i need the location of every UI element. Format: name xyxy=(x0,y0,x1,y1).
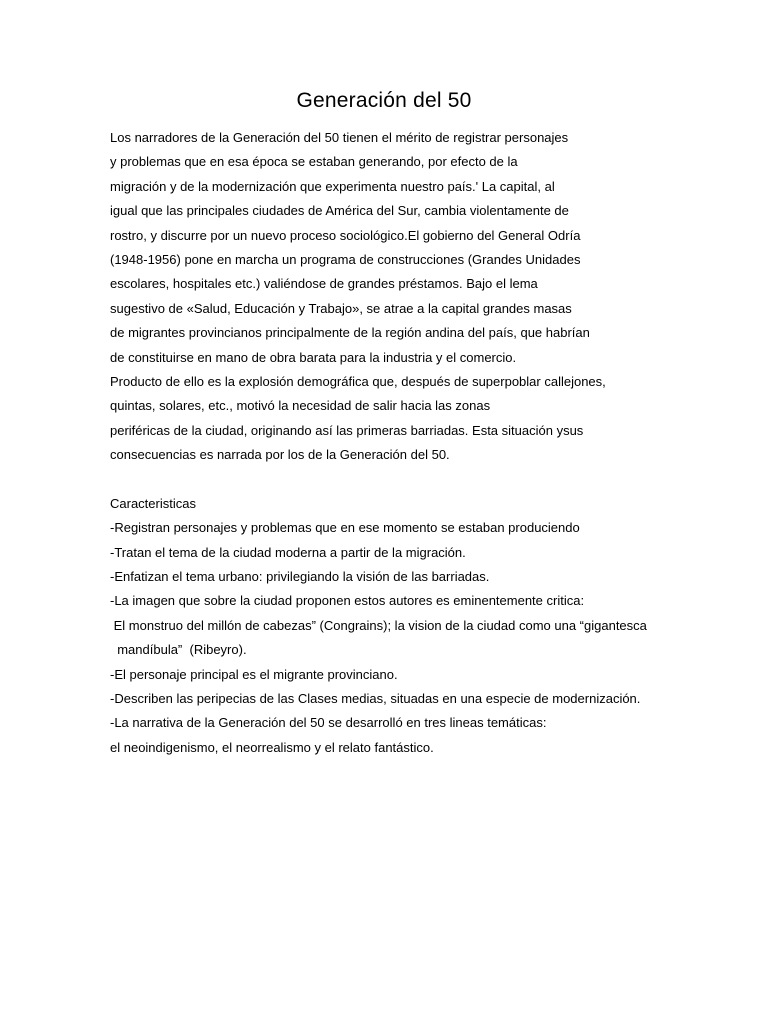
intro-line: (1948-1956) pone en marcha un programa de construcciones (Grandes Unidades xyxy=(110,251,581,267)
intro-line: migración y de la modernización que experimenta nuestro país.' La capital, al xyxy=(110,178,555,194)
characteristic-item: -Describen las peripecias de las Clases medias, situadas en una especie de modernización. xyxy=(110,690,641,706)
intro-line: Los narradores de la Generación del 50 tienen el mérito de registrar personajes xyxy=(110,130,569,145)
intro-line: escolares, hospitales etc.) valiéndose de grandes préstamos. Bajo el lema xyxy=(110,276,538,292)
characteristic-item: El monstruo del millón de cabezas” (Congrains); la vision de la ciudad como una “gigantesca xyxy=(110,617,647,633)
characteristics-heading: Caracteristicas xyxy=(110,495,196,511)
document-body xyxy=(110,126,760,760)
intro-line: rostro, y discurre por un nuevo proceso sociológico.El gobierno del General Odría xyxy=(110,227,581,243)
characteristic-item: -La imagen que sobre la ciudad proponen estos autores es eminentemente critica: xyxy=(110,593,585,609)
intro-line: Producto de ello es la explosión demográfica que, después de superpoblar callejones, xyxy=(110,373,606,389)
blank-line xyxy=(110,467,760,491)
intro-line: de constituirse en mano de obra barata para la industria y el comercio. xyxy=(110,349,517,365)
intro-line: y problemas que en esa época se estaban generando, por efecto de la xyxy=(110,154,518,170)
characteristic-item: -Tratan el tema de la ciudad moderna a partir de la migración. xyxy=(110,544,466,560)
characteristic-item: -Registran personajes y problemas que en ese momento se estaban produciendo xyxy=(110,520,580,536)
intro-line: sugestivo de «Salud, Educación y Trabajo», se atrae a la capital grandes masas xyxy=(110,300,572,316)
intro-line: quintas, solares, etc., motivó la necesidad de salir hacia las zonas xyxy=(110,398,491,414)
characteristic-item: -Enfatizan el tema urbano: privilegiando la visión de las barriadas. xyxy=(110,569,490,585)
page-title: Generación del 50 xyxy=(296,89,472,112)
characteristic-item: -El personaje principal es el migrante provinciano. xyxy=(110,666,398,682)
intro-line: igual que las principales ciudades de América del Sur, cambia violentamente de xyxy=(110,203,569,219)
characteristic-item: el neoindigenismo, el neorrealismo y el relato fantástico. xyxy=(110,739,434,755)
characteristic-item: mandíbula” (Ribeyro). xyxy=(110,642,247,658)
characteristic-item: -La narrativa de la Generación del 50 se desarrolló en tres lineas temáticas: xyxy=(110,715,547,731)
characteristics-section xyxy=(110,492,760,760)
intro-line: de migrantes provincianos principalmente de la región andina del país, que habrían xyxy=(110,325,590,341)
intro-line: periféricas de la ciudad, originando así las primeras barriadas. Esta situación ysus xyxy=(110,422,584,438)
intro-line: consecuencias es narrada por los de la Generación del 50. xyxy=(110,447,450,463)
intro-paragraph xyxy=(110,126,760,467)
